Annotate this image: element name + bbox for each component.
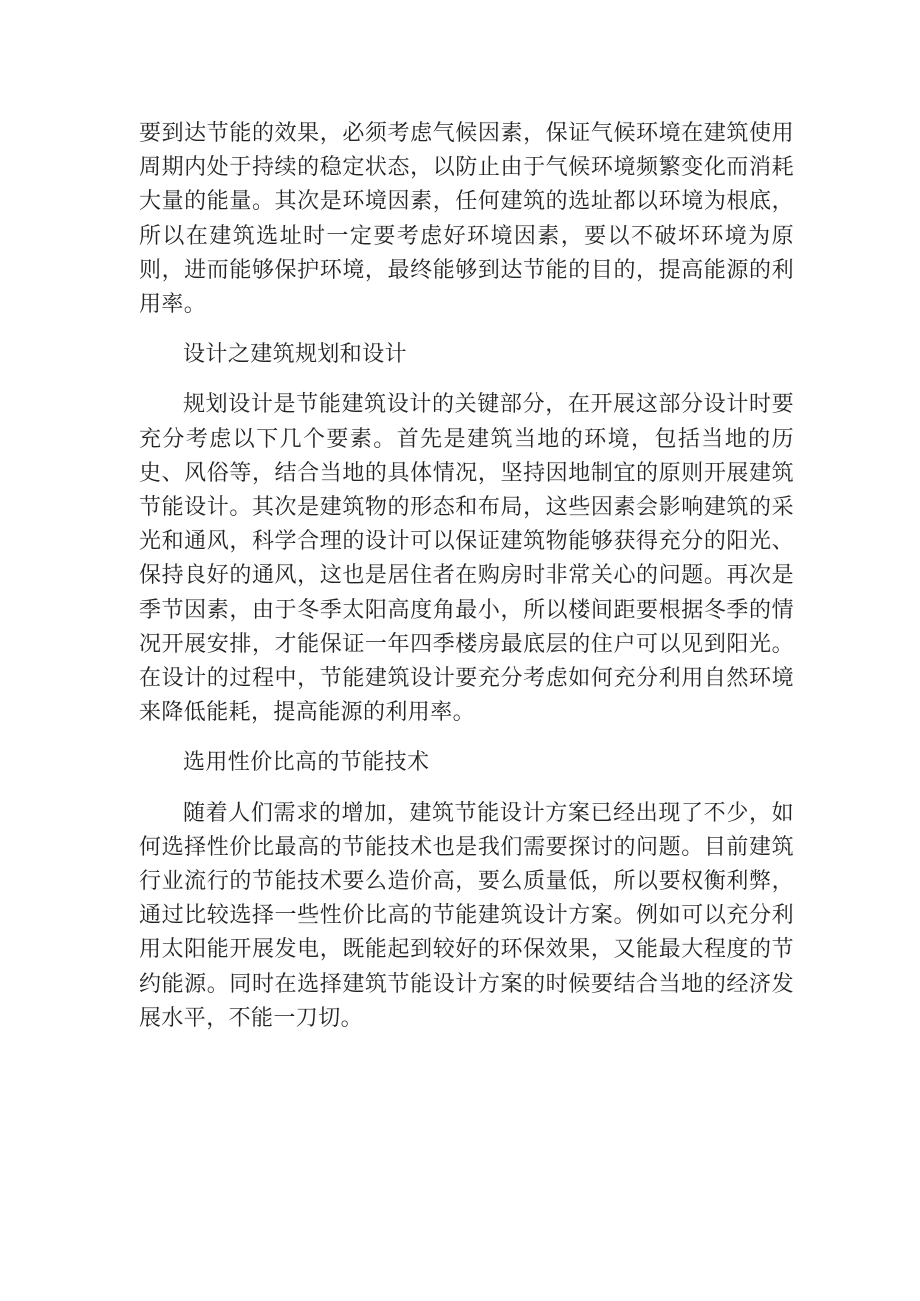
- paragraph-climate-environment: 要到达节能的效果，必须考虑气候因素，保证气候环境在建筑使用周期内处于持续的稳定状态，以防止由于气候环境频繁变化而消耗大量的能量。其次是环境因素，任何建筑的选址都以环境为根底，所以在建筑选址时一定要考虑好环境因素，要以不破坏环境为原则，进而能够保护环境，最终能够到达节能的目的，提高能源的利用率。: [139, 121, 794, 318]
- paragraph-planning-design: 规划设计是节能建筑设计的关键部分，在开展这部分设计时要充分考虑以下几个要素。首先是建筑当地的环境，包括当地的历史、风俗等，结合当地的具体情况，坚持因地制宜的原则开展建筑节能设计。其次是建筑物的形态和布局，这些因素会影响建筑的采光和通风，科学合理的设计可以保证建筑物能够获得充分的阳光、保持良好的通风，这也是居住者在购房时非常关心的问题。再次是季节因素，由于冬季太阳高度角最小，所以楼间距要根据冬季的情况开展安排，才能保证一年四季楼房最底层的住户可以见到阳光。在设计的过程中，节能建筑设计要充分考虑如何充分利用自然环境来降低能耗，提高能源的利用率。: [139, 392, 794, 726]
- paragraph-gap: [139, 730, 794, 746]
- paragraph-gap: [139, 322, 794, 338]
- paragraph-gap: [139, 781, 794, 797]
- section-heading-planning-design: 设计之建筑规划和设计: [183, 342, 408, 368]
- section-heading-cost-effective-tech: 选用性价比高的节能技术: [183, 750, 430, 776]
- paragraph-cost-effective-tech: 随着人们需求的增加，建筑节能设计方案已经出现了不少，如何选择性价比最高的节能技术也是我们需要探讨的问题。目前建筑行业流行的节能技术要么造价高，要么质量低，所以要权衡利弊，通过比较选择一些性价比高的节能建筑设计方案。例如可以充分利用太阳能开展发电，既能起到较好的环保效果，又能最大程度的节约能源。同时在选择建筑节能设计方案的时候要结合当地的经济发展水平，不能一刀切。: [139, 800, 794, 1031]
- document-body: [139, 117, 794, 1036]
- paragraph-gap: [139, 372, 794, 388]
